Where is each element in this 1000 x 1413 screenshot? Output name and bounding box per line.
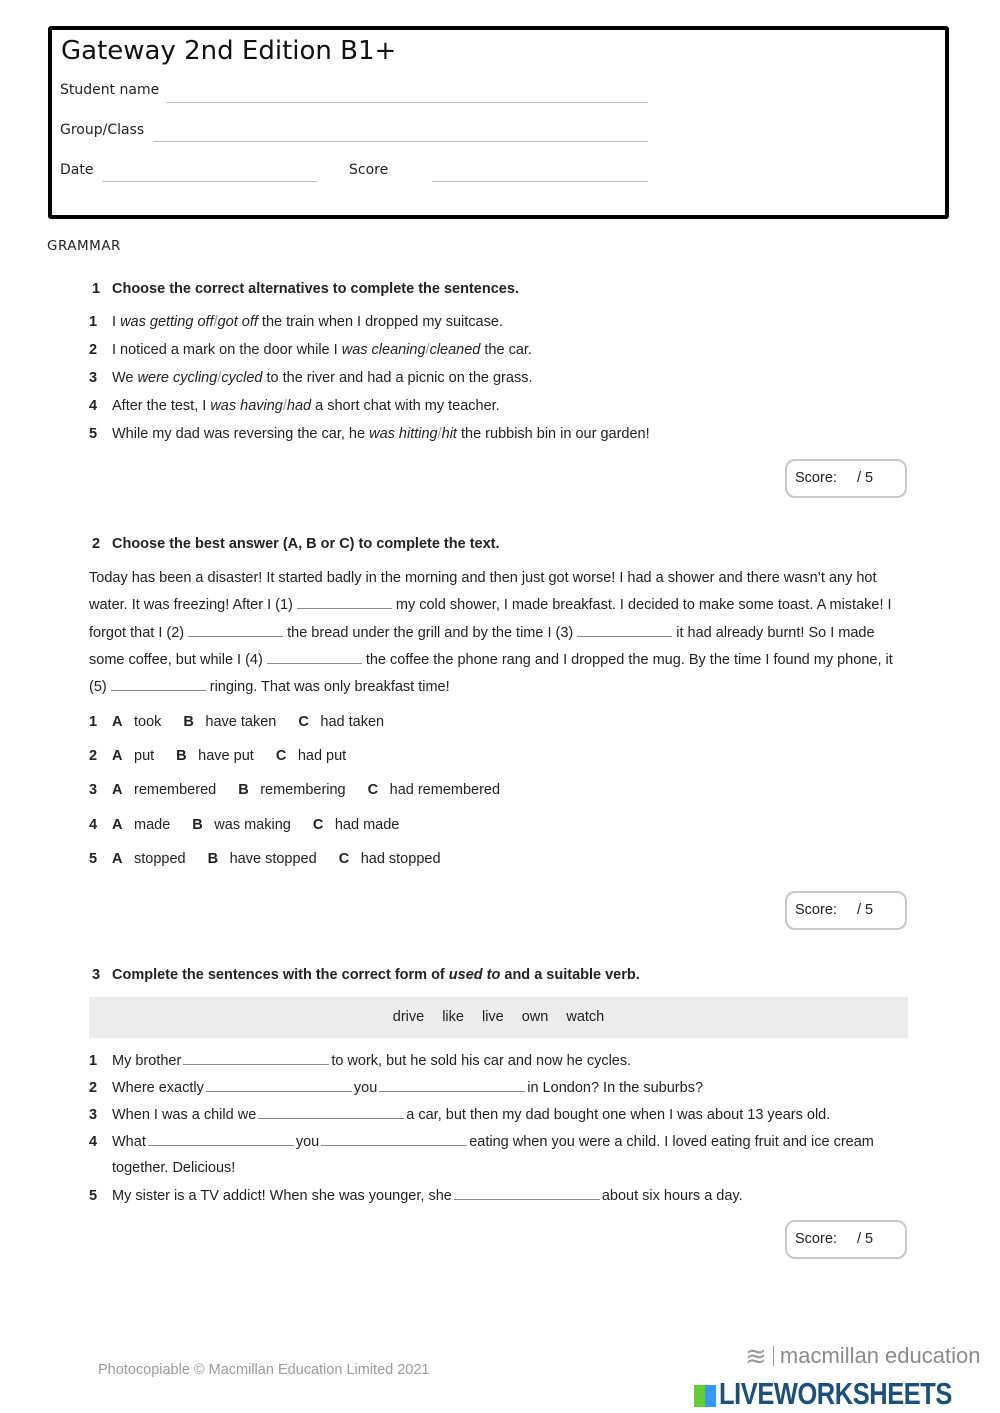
option-letter: A <box>112 850 123 867</box>
section-heading: GRAMMAR <box>47 238 121 254</box>
sentence-text: you <box>295 1134 320 1150</box>
text-segment: my cold shower, I made breakfast. I decided to make some toast. A mistake! I forgot that I (2) <box>89 597 892 641</box>
instruction-text: Complete the sentences with the correct form of <box>112 967 449 983</box>
option-b[interactable]: was making <box>214 816 291 833</box>
answer-blank[interactable] <box>321 1133 467 1146</box>
option-a[interactable]: made <box>134 816 171 833</box>
sentence-item <box>89 1052 631 1069</box>
sentence-text: the rubbish bin in our garden! <box>456 426 650 442</box>
option-c[interactable]: had stopped <box>360 850 441 867</box>
option-1[interactable]: was hitting <box>369 426 438 442</box>
student-info-box <box>48 26 949 219</box>
score-total: / 5 <box>857 902 874 918</box>
sentence-item <box>89 314 503 330</box>
copyright-footer: Photocopiable © Macmillan Education Limited 2021 <box>98 1362 430 1378</box>
sentence-item <box>89 342 532 358</box>
option-letter: B <box>192 816 203 833</box>
option-letter: B <box>238 782 249 799</box>
option-letter: C <box>367 782 379 799</box>
sentence-text: My brother <box>112 1053 182 1069</box>
sentence-text: What <box>112 1134 146 1150</box>
option-letter: C <box>312 816 324 833</box>
instruction-text: and a suitable verb. <box>500 967 640 983</box>
macmillan-wave-icon: ≋ <box>745 1341 767 1371</box>
option-2[interactable]: cleaned <box>429 342 481 358</box>
answer-blank[interactable] <box>183 1052 329 1065</box>
sentence-text: Where exactly <box>112 1080 204 1096</box>
item-number: 1 <box>89 714 98 730</box>
macmillan-logo <box>745 1341 981 1371</box>
option-a[interactable]: took <box>134 714 162 730</box>
word: watch <box>566 1009 605 1025</box>
item-number: 2 <box>89 1080 98 1096</box>
sentence-text: I noticed a mark on the door while I <box>112 342 342 358</box>
sentence-item <box>89 370 532 386</box>
option-letter: B <box>183 714 194 730</box>
sentence-text: to work, but he sold his car and now he cycles. <box>331 1053 632 1069</box>
liveworksheets-watermark <box>694 1377 1000 1411</box>
sentence-text: eating when you were a child. I loved eating fruit and ice cream <box>469 1134 874 1150</box>
gap-1[interactable] <box>297 596 392 609</box>
word: live <box>481 1009 504 1025</box>
exercise-number: 3 <box>92 967 101 983</box>
score-label: Score <box>349 162 389 178</box>
sentence-text: the car. <box>480 342 532 358</box>
option-letter: B <box>176 748 187 765</box>
slash: / <box>213 314 218 330</box>
option-1[interactable]: was having <box>210 398 283 414</box>
sentence-item <box>89 1106 830 1123</box>
item-number: 3 <box>89 370 98 386</box>
option-a[interactable]: remembered <box>134 782 217 799</box>
student-name-label: Student name <box>60 82 160 98</box>
exercise-number: 2 <box>92 536 101 552</box>
option-a[interactable]: put <box>134 748 155 765</box>
date-field[interactable] <box>102 181 317 182</box>
answer-blank[interactable] <box>206 1079 352 1092</box>
answer-blank[interactable] <box>454 1187 600 1200</box>
answer-blank[interactable] <box>148 1133 294 1146</box>
score-total: / 5 <box>857 470 874 486</box>
word: drive <box>392 1009 425 1025</box>
option-c[interactable]: had taken <box>320 714 385 730</box>
score-field[interactable] <box>432 181 648 182</box>
option-letter: C <box>338 850 350 867</box>
sentence-text: After the test, I <box>112 398 211 414</box>
option-1[interactable]: were cycling <box>137 370 218 386</box>
option-b[interactable]: have put <box>198 748 254 765</box>
option-c[interactable]: had remembered <box>389 782 501 799</box>
sentence-text: I <box>112 314 121 330</box>
text-segment: it had already burnt! So I made some coffee, but while I (4) <box>89 624 875 668</box>
score-total: / 5 <box>857 1231 874 1247</box>
option-letter: A <box>112 748 123 765</box>
item-number: 3 <box>89 782 98 799</box>
instruction-italic: used to <box>448 967 501 983</box>
exercise-3-score-box[interactable] <box>785 1220 907 1259</box>
sentence-item <box>89 1187 743 1204</box>
exercise-number: 1 <box>92 281 101 297</box>
exercise-1-heading <box>92 281 519 297</box>
liveworksheets-icon <box>694 1385 716 1407</box>
liveworksheets-text: LIVEWORKSHEETS <box>719 1376 952 1411</box>
slash: / <box>282 398 287 414</box>
group-class-field[interactable] <box>154 141 648 142</box>
item-number: 1 <box>89 314 98 330</box>
item-number: 5 <box>89 426 98 442</box>
item-number: 4 <box>89 1134 98 1150</box>
sentence-item <box>89 1079 703 1096</box>
option-b[interactable]: have taken <box>205 714 277 730</box>
score-label: Score: <box>795 1231 837 1247</box>
sentence-text: a car, but then my dad bought one when I was about 13 years old. <box>406 1107 831 1123</box>
student-name-field[interactable] <box>166 102 648 103</box>
worksheet-title: Gateway 2nd Edition B1+ <box>61 36 397 66</box>
option-1[interactable]: was cleaning <box>341 342 426 358</box>
group-class-label: Group/Class <box>60 122 145 138</box>
score-label: Score: <box>795 902 837 918</box>
exercise-1-score-box[interactable] <box>785 459 907 498</box>
sentence-text: about six hours a day. <box>601 1188 743 1204</box>
text-segment: ringing. That was only breakfast time! <box>209 679 450 696</box>
text-segment: the bread under the grill and by the time I (3) <box>287 624 574 641</box>
sentence-text: in London? In the suburbs? <box>527 1080 704 1096</box>
option-a[interactable]: stopped <box>134 850 186 867</box>
option-letter: A <box>112 816 123 833</box>
gap-4[interactable] <box>267 651 362 664</box>
sentence-text: When I was a child we <box>112 1107 257 1123</box>
sentence-item <box>89 426 650 442</box>
option-row <box>89 748 368 764</box>
word: like <box>442 1009 464 1025</box>
gap-2[interactable] <box>188 624 283 637</box>
text-segment: the coffee the phone rang and I dropped the mug. By the time I found my phone, it (5) <box>89 651 893 696</box>
slash: / <box>217 370 222 386</box>
gap-3[interactable] <box>577 624 672 637</box>
word-box <box>89 997 908 1038</box>
option-c[interactable]: had made <box>334 816 400 833</box>
option-letter: A <box>112 714 123 730</box>
option-b[interactable]: remembering <box>260 782 346 799</box>
option-1[interactable]: was getting off <box>120 314 214 330</box>
date-label: Date <box>60 162 94 178</box>
slash: / <box>425 342 430 358</box>
sentence-item <box>89 398 500 414</box>
exercise-2-heading <box>92 536 500 552</box>
option-row <box>89 851 463 867</box>
slash: / <box>437 426 442 442</box>
item-number: 5 <box>89 1188 98 1204</box>
option-row <box>89 714 406 730</box>
sentence-text: My sister is a TV addict! When she was younger, she <box>112 1188 452 1204</box>
exercise-2-score-box[interactable] <box>785 891 907 930</box>
sentence-text: We <box>112 370 138 386</box>
macmillan-logo-text: macmillan education <box>773 1346 981 1366</box>
option-row <box>89 817 421 833</box>
text-segment: Today has been a disaster! It started badly in the morning and then just got worse! I had a shower and there wasn’t any hot water. It was freezing! After I (1) <box>89 570 877 614</box>
score-label: Score: <box>795 470 837 486</box>
answer-blank[interactable] <box>379 1079 525 1092</box>
option-2[interactable]: cycled <box>221 370 263 386</box>
item-number: 4 <box>89 398 98 414</box>
option-2[interactable]: hit <box>441 426 457 442</box>
exercise-2-text <box>89 565 909 701</box>
option-letter: C <box>298 714 309 730</box>
sentence-item <box>89 1133 874 1150</box>
item-number: 1 <box>89 1053 98 1069</box>
option-b[interactable]: have stopped <box>229 850 317 867</box>
word: own <box>521 1009 549 1025</box>
sentence-text: a short chat with my teacher. <box>311 398 500 414</box>
option-2[interactable]: got off <box>217 314 258 330</box>
gap-5[interactable] <box>111 678 206 691</box>
exercise-instruction: Choose the best answer (A, B or C) to complete the text. <box>112 536 500 552</box>
item-number: 2 <box>89 342 98 358</box>
exercise-3-heading <box>92 967 640 983</box>
item-number: 5 <box>89 850 98 867</box>
item-number: 3 <box>89 1107 98 1123</box>
option-letter: A <box>112 782 123 799</box>
sentence-text: to the river and had a picnic on the grass. <box>262 370 533 386</box>
sentence-continuation: together. Delicious! <box>112 1160 236 1176</box>
option-letter: B <box>207 850 219 867</box>
option-2[interactable]: had <box>286 398 312 414</box>
option-letter: C <box>275 748 287 765</box>
item-number: 4 <box>89 816 98 833</box>
sentence-text: you <box>353 1080 378 1096</box>
sentence-text: the train when I dropped my suitcase. <box>257 314 503 330</box>
option-row <box>89 782 522 798</box>
sentence-text: While my dad was reversing the car, he <box>112 426 370 442</box>
option-c[interactable]: had put <box>297 748 347 765</box>
exercise-instruction: Choose the correct alternatives to complete the sentences. <box>112 281 519 297</box>
answer-blank[interactable] <box>258 1106 404 1119</box>
item-number: 2 <box>89 748 98 765</box>
